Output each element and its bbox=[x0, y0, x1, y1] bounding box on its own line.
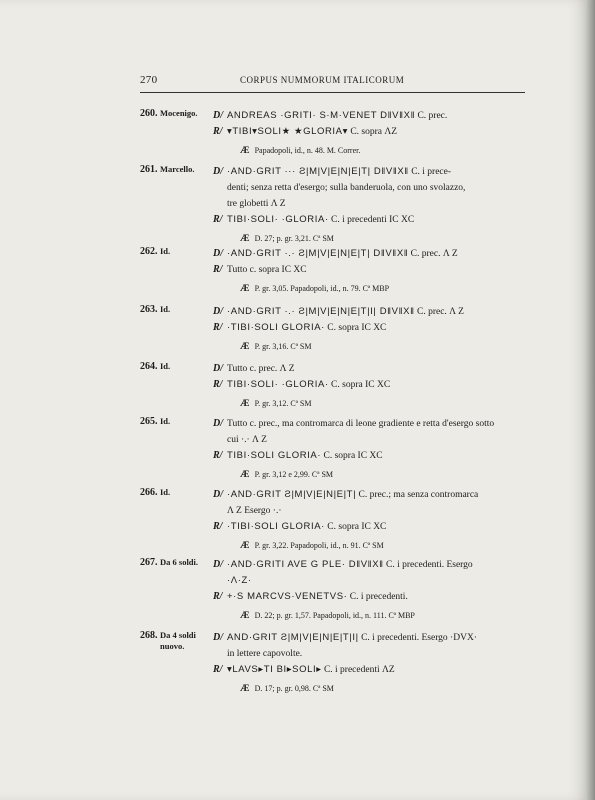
coin-legend: ·AND·GRIT ·.· Ƨ|M|V|E|N|E|T|I| D‖V‖X‖ bbox=[227, 306, 415, 317]
entry-description bbox=[213, 246, 525, 297]
description-line bbox=[213, 361, 525, 377]
description-line bbox=[213, 320, 525, 336]
entry-denomination: Id. bbox=[160, 416, 171, 426]
coin-legend: ·Λ·Z· bbox=[227, 575, 252, 586]
reference-text: P. gr. 3,22. Papadopoli, id., n. 91. Cª SM bbox=[254, 541, 384, 550]
page-edge-shadow bbox=[585, 0, 595, 800]
entry-description bbox=[213, 557, 525, 624]
coin-legend: TIBI·SOLI· ·GLORIA· bbox=[227, 379, 329, 390]
obverse-mark: D/ bbox=[213, 632, 223, 643]
reference-line bbox=[213, 140, 525, 159]
reverse-mark: R/ bbox=[213, 450, 223, 461]
entry-heading bbox=[140, 487, 170, 498]
obverse-mark: D/ bbox=[213, 418, 223, 429]
reference-text: P. gr. 3,12 e 2,99. Cª SM bbox=[254, 470, 334, 479]
entry-denomination: Mocenigo. bbox=[160, 108, 198, 118]
description-line bbox=[213, 246, 525, 262]
coin-legend: ▾TIBI▾SOLI★ ★GLORIA▾ bbox=[227, 126, 348, 137]
reference-text: D. 27; p. gr. 3,21. Cª SM bbox=[254, 234, 334, 243]
description-text: C. prec. Λ Z bbox=[408, 249, 458, 259]
entry-heading bbox=[140, 630, 200, 652]
entry-denomination: Marcello. bbox=[160, 164, 195, 174]
description-text: C. i precedenti. Esergo bbox=[383, 560, 473, 570]
coin-legend: ·TIBI·SOLI GLORIA· bbox=[227, 521, 325, 532]
reverse-mark: R/ bbox=[213, 521, 223, 532]
coin-legend: ANDREAS ·GRITI· S·M·VENET D‖V‖X‖ bbox=[227, 110, 416, 121]
metal-mark: Æ bbox=[240, 684, 250, 694]
reference-line bbox=[213, 605, 525, 624]
description-text: C. sopra IC XC bbox=[324, 522, 387, 532]
entry-number: 266. bbox=[140, 487, 158, 498]
reference-line bbox=[213, 278, 525, 297]
description-text: C. sopra IC XC bbox=[328, 380, 391, 390]
coin-legend: ·TIBI·SOLI GLORIA· bbox=[227, 322, 325, 333]
reverse-mark: R/ bbox=[213, 322, 223, 333]
reference-text: P. gr. 3,16. Cª SM bbox=[254, 342, 312, 351]
description-line bbox=[213, 416, 525, 432]
description-text: Tutto c. prec., ma contromarca di leone gradiente e retta d'esergo sotto bbox=[227, 419, 495, 429]
description-text: C. sopra IC XC bbox=[324, 323, 387, 333]
description-text: cui ·.· Λ Z bbox=[227, 435, 267, 445]
metal-mark: Æ bbox=[240, 342, 250, 352]
description-line bbox=[213, 262, 525, 278]
entry-heading bbox=[140, 304, 170, 315]
entry-number: 260. bbox=[140, 108, 158, 119]
metal-mark: Æ bbox=[240, 541, 250, 551]
entry-description bbox=[213, 108, 525, 159]
header-rule bbox=[140, 92, 525, 93]
coin-legend: ·AND·GRITI AVE G PLE· D‖V‖X‖ bbox=[227, 559, 384, 570]
reference-line bbox=[213, 464, 525, 483]
coin-legend: +·S MARCVS·VENETVS· bbox=[227, 591, 348, 602]
entry-denomination: Id. bbox=[160, 304, 171, 314]
entry-description bbox=[213, 630, 525, 697]
description-line bbox=[213, 124, 525, 140]
reference-line bbox=[213, 678, 525, 697]
description-text: C. prec. Λ Z bbox=[414, 307, 464, 317]
description-line bbox=[213, 503, 525, 519]
obverse-mark: D/ bbox=[213, 489, 223, 500]
description-line bbox=[213, 646, 525, 662]
description-line bbox=[213, 573, 525, 589]
description-text: C. sopra ΛZ bbox=[347, 127, 398, 137]
reference-line bbox=[213, 228, 525, 247]
description-text: C. i precedenti IC XC bbox=[328, 215, 415, 225]
reverse-mark: R/ bbox=[213, 126, 223, 137]
description-text: C. i precedenti ΛZ bbox=[321, 665, 395, 675]
entry-heading bbox=[140, 557, 198, 568]
description-line bbox=[213, 432, 525, 448]
entry-denomination: Id. bbox=[160, 246, 171, 256]
entry-denomination: Da 4 soldi nuovo. bbox=[160, 630, 196, 651]
obverse-mark: D/ bbox=[213, 110, 223, 121]
entry-description bbox=[213, 304, 525, 355]
entry-denomination: Id. bbox=[160, 361, 171, 371]
description-text: C. i precedenti. bbox=[347, 592, 408, 602]
coin-legend: ·AND·GRIT ·.· Ƨ|M|V|E|N|E|T| D‖V‖X‖ bbox=[227, 248, 409, 259]
entry-heading bbox=[140, 416, 170, 427]
description-line bbox=[213, 212, 525, 228]
reference-text: P. gr. 3,12. Cª SM bbox=[254, 399, 312, 408]
entry-heading bbox=[140, 361, 170, 372]
description-line bbox=[213, 519, 525, 535]
description-line bbox=[213, 180, 525, 196]
reference-line bbox=[213, 336, 525, 355]
description-text: Λ Z Esergo ·.· bbox=[227, 506, 282, 516]
description-text: in lettere capovolte. bbox=[227, 649, 303, 659]
reference-line bbox=[213, 393, 525, 412]
reverse-mark: R/ bbox=[213, 664, 223, 675]
description-text: Tutto c. sopra IC XC bbox=[227, 265, 307, 275]
coin-legend: AND·GRIT Ƨ|M|V|E|N|E|T|I| bbox=[227, 632, 359, 643]
description-line bbox=[213, 630, 525, 646]
entry-number: 262. bbox=[140, 246, 158, 257]
entry-number: 264. bbox=[140, 361, 158, 372]
entry-number: 265. bbox=[140, 416, 158, 427]
description-line bbox=[213, 108, 525, 124]
metal-mark: Æ bbox=[240, 611, 250, 621]
entry-number: 267. bbox=[140, 557, 158, 568]
entry-description bbox=[213, 361, 525, 412]
description-text: tre globetti Λ Z bbox=[227, 199, 286, 209]
reverse-mark: R/ bbox=[213, 264, 223, 275]
running-title: CORPUS NUMMORUM ITALICORUM bbox=[240, 75, 405, 85]
coin-legend: ·AND·GRIT ··· Ƨ|M|V|E|N|E|T| D‖V‖X‖ bbox=[227, 166, 409, 177]
description-text: denti; senza retta d'esergo; sulla banderuola, con uno svolazzo, bbox=[227, 183, 466, 193]
description-line bbox=[213, 196, 525, 212]
obverse-mark: D/ bbox=[213, 363, 223, 374]
reverse-mark: R/ bbox=[213, 591, 223, 602]
metal-mark: Æ bbox=[240, 470, 250, 480]
coin-legend: TIBI·SOLI· ·GLORIA· bbox=[227, 214, 329, 225]
entry-number: 261. bbox=[140, 164, 158, 175]
description-line bbox=[213, 662, 525, 678]
reverse-mark: R/ bbox=[213, 379, 223, 390]
description-line bbox=[213, 377, 525, 393]
entry-denomination: Da 6 soldi. bbox=[160, 557, 199, 567]
entry-heading bbox=[140, 246, 170, 257]
description-line bbox=[213, 557, 525, 573]
reference-text: Papadopoli, id., n. 48. M. Correr. bbox=[254, 146, 361, 155]
reverse-mark: R/ bbox=[213, 214, 223, 225]
entry-heading bbox=[140, 108, 198, 119]
reference-text: P. gr. 3,05. Papadopoli, id., n. 79. Cª MBP bbox=[254, 284, 390, 293]
description-line bbox=[213, 304, 525, 320]
description-line bbox=[213, 164, 525, 180]
description-text: C. i prece- bbox=[408, 167, 452, 177]
entry-number: 268. bbox=[140, 630, 158, 641]
description-text: C. sopra IC XC bbox=[321, 451, 383, 461]
obverse-mark: D/ bbox=[213, 306, 223, 317]
description-text: C. prec. bbox=[415, 111, 448, 121]
description-text: C. prec.; ma senza contromarca bbox=[356, 490, 479, 500]
reference-text: D. 17; p. gr. 0,98. Cª SM bbox=[254, 684, 334, 693]
coin-legend: ·AND·GRIT Ƨ|M|V|E|N|E|T| bbox=[227, 489, 357, 500]
entry-description bbox=[213, 416, 525, 483]
entry-heading bbox=[140, 164, 195, 175]
page-number: 270 bbox=[140, 74, 158, 86]
description-line bbox=[213, 589, 525, 605]
obverse-mark: D/ bbox=[213, 166, 223, 177]
reference-text: D. 22; p. gr. 1,57. Papadopoli, id., n. 111. Cª MBP bbox=[254, 611, 415, 620]
description-text: Tutto c. prec. Λ Z bbox=[227, 364, 295, 374]
entry-denomination: Id. bbox=[160, 487, 171, 497]
entry-description bbox=[213, 487, 525, 554]
coin-legend: ▾LAVS▸TI BI▸SOLI▸ bbox=[227, 664, 322, 675]
metal-mark: Æ bbox=[240, 399, 250, 409]
description-line bbox=[213, 448, 525, 464]
coin-legend: TIBI·SOLI GLORIA· bbox=[227, 450, 322, 461]
entry-number: 263. bbox=[140, 304, 158, 315]
metal-mark: Æ bbox=[240, 284, 250, 294]
metal-mark: Æ bbox=[240, 234, 250, 244]
reference-line bbox=[213, 535, 525, 554]
obverse-mark: D/ bbox=[213, 248, 223, 259]
description-line bbox=[213, 487, 525, 503]
description-text: C. i precedenti. Esergo ·DVX· bbox=[358, 633, 477, 643]
entry-description bbox=[213, 164, 525, 247]
metal-mark: Æ bbox=[240, 146, 250, 156]
obverse-mark: D/ bbox=[213, 559, 223, 570]
